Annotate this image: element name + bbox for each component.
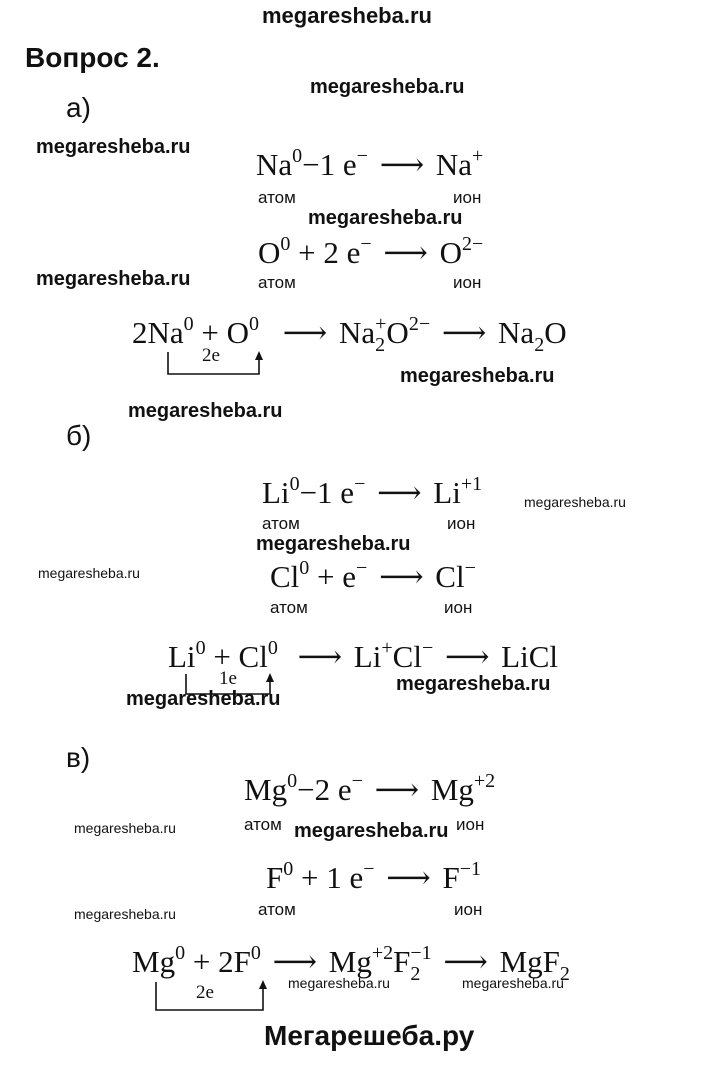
watermark: megaresheba.ru [400,365,555,387]
watermark: megaresheba.ru [396,673,551,695]
watermark: megaresheba.ru [256,533,411,555]
electron-transfer-label: 2e [202,345,220,366]
equation-v1: $Mg^0-2$ e− ⟶ $Mg^{+2}$ [244,770,496,807]
question-heading: Вопрос 2. [25,42,160,73]
watermark: megaresheba.ru [308,207,463,229]
watermark: megaresheba.ru [38,565,140,581]
watermark: megaresheba.ru [288,975,390,991]
electron-transfer-bracket [160,350,270,380]
equation-b3: Li$^0$ + Cl$^0$ ⟶ Li+Cl− ⟶ LiCl [168,637,559,674]
equation-b2: Cl$^0$ + e− ⟶ Cl− [270,557,476,594]
label-atom: атом [244,815,282,834]
equation-v2: $F^0 + 1$ e− ⟶ $F^{-1}$ [266,858,482,895]
label-ion: ион [447,514,476,533]
watermark: megaresheba.ru [74,906,176,922]
label-atom: атом [258,900,296,919]
label-ion: ион [454,900,483,919]
part-label-b: б) [66,420,92,451]
part-label-v: в) [66,742,91,773]
equation-b1: $Li^0-1$ e− ⟶ $Li^{+1}$ [262,473,483,510]
label-atom: атом [262,514,300,533]
watermark: megaresheba.ru [74,820,176,836]
label-ion: ион [456,815,485,834]
watermark: megaresheba.ru [294,820,449,842]
label-atom: атом [258,188,296,207]
label-ion: ион [444,598,473,617]
label-atom: атом [270,598,308,617]
equation-a3: $2Na^0 + O^0$ ⟶ $Na_2^+O^{2-}$ ⟶ $Na_2O$ [132,313,567,356]
equation-a2: $O^0 + 2$ e− ⟶ $O^{2-}$ [258,233,484,270]
electron-transfer-bracket [180,672,280,702]
watermark: megaresheba.ru [462,975,564,991]
label-ion: ион [453,273,482,292]
electron-transfer-bracket [150,978,275,1014]
label-ion: ион [453,188,482,207]
equation-v3: $Mg^0 + 2F^0$ ⟶ $Mg^{+2}F_2^{-1}$ ⟶ MgF$_2$ [132,942,570,985]
watermark: megaresheba.ru [128,400,283,422]
footer-site-name: Мегарешеба.ру [264,1020,475,1051]
watermark: megaresheba.ru [524,494,626,510]
equation-a1: $Na^0-1$ e− ⟶ Na+ [256,145,484,182]
label-atom: атом [258,273,296,292]
electron-transfer-label: 2e [196,982,214,1003]
watermark-top: megaresheba.ru [262,3,432,28]
watermark: megaresheba.ru [126,688,281,710]
watermark: megaresheba.ru [310,76,465,98]
part-label-a: а) [66,92,91,123]
electron-transfer-label: 1e [219,668,237,689]
watermark: megaresheba.ru [36,136,191,158]
watermark: megaresheba.ru [36,268,191,290]
